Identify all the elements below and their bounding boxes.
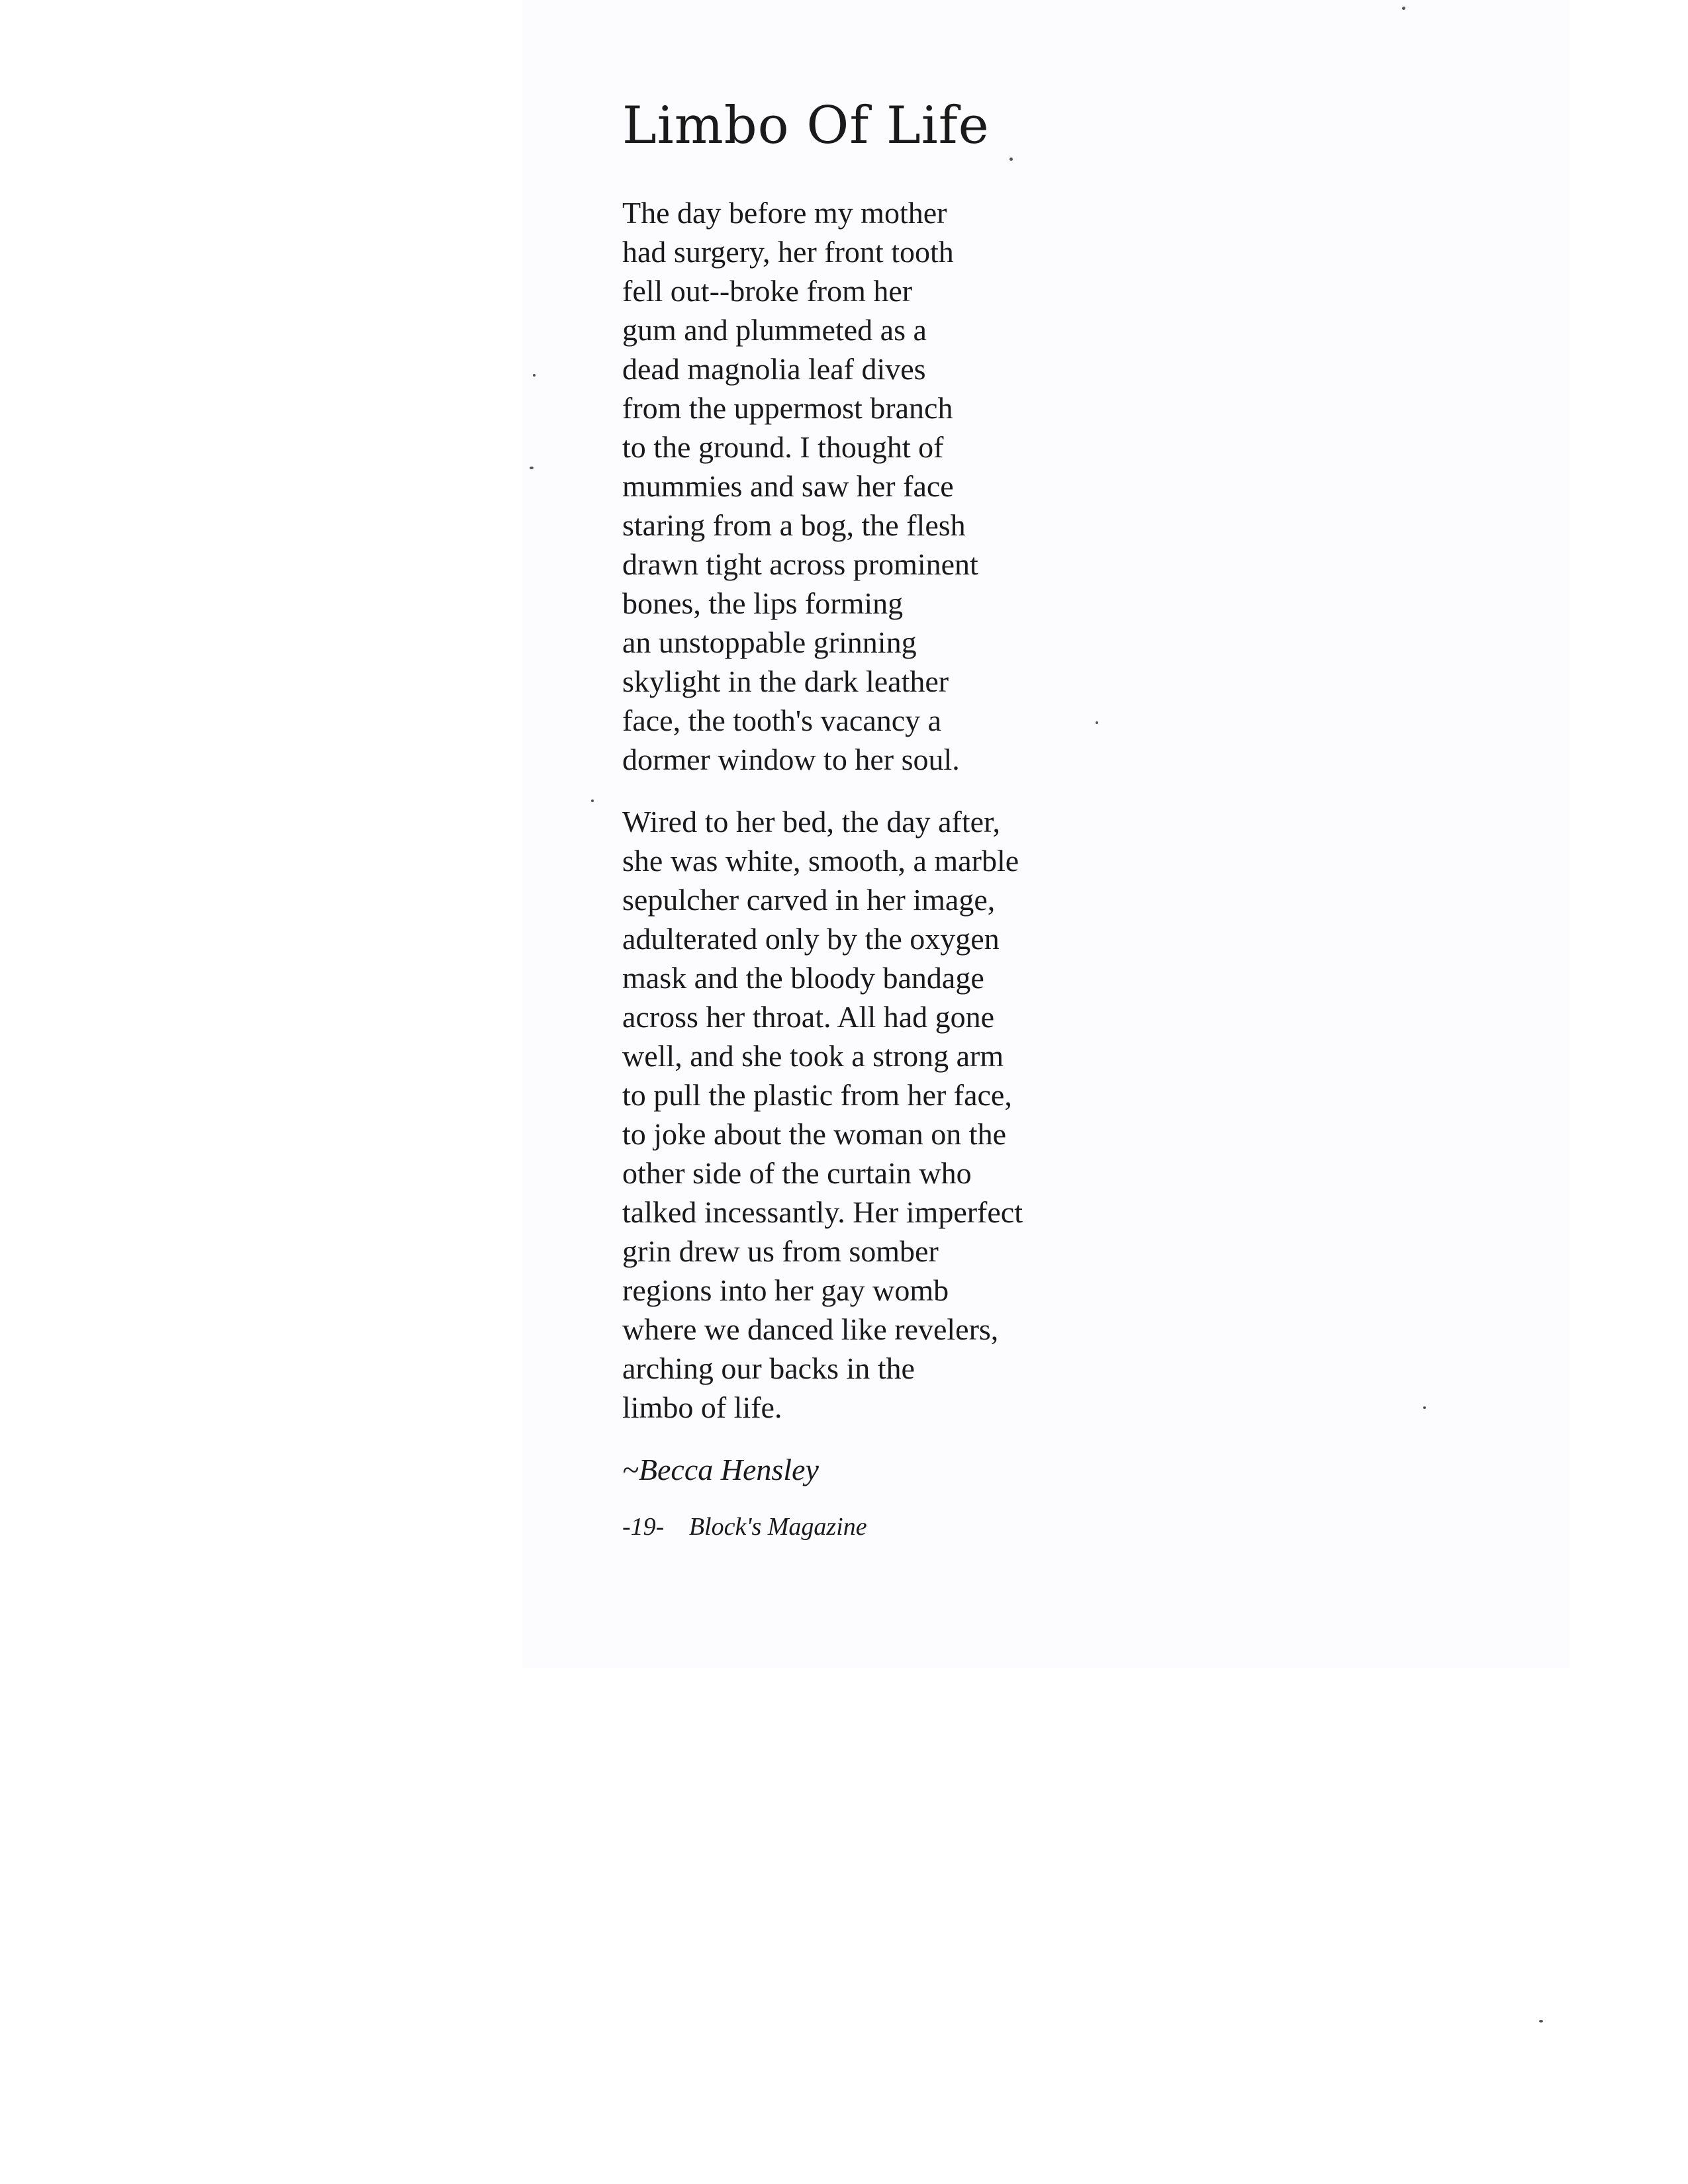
poem-line: staring from a bog, the flesh [622, 508, 966, 542]
page-number: -19- [622, 1513, 665, 1541]
poem-line: talked incessantly. Her imperfect [622, 1195, 1023, 1229]
poem-line: across her throat. All had gone [622, 1000, 995, 1034]
poem-line: well, and she took a strong arm [622, 1039, 1004, 1073]
poem-line: gum and plummeted as a [622, 313, 927, 347]
poem-line: regions into her gay womb [622, 1273, 949, 1307]
poem-line: she was white, smooth, a marble [622, 844, 1019, 878]
page-footer [622, 1510, 1483, 1543]
poem-line: Wired to her bed, the day after, [622, 805, 1001, 839]
poem-line: limbo of life. [622, 1390, 782, 1424]
poem-line: from the uppermost branch [622, 391, 953, 425]
stanza-2 [622, 802, 1483, 1427]
poem-line: sepulcher carved in her image, [622, 883, 996, 917]
stanza-1 [622, 193, 1483, 779]
poem-line: bones, the lips forming [622, 586, 904, 620]
poem-line: had surgery, her front tooth [622, 235, 954, 269]
poem-line: face, the tooth's vacancy a [622, 704, 942, 737]
scan-speck [1096, 721, 1098, 724]
poem-line: dormer window to her soul. [622, 743, 960, 776]
poem-line: drawn tight across prominent [622, 547, 978, 581]
poem-line: adulterated only by the oxygen [622, 922, 1000, 956]
scan-speck [530, 467, 534, 469]
poem-line: fell out--broke from her [622, 274, 913, 308]
poem-line: mask and the bloody bandage [622, 961, 984, 995]
poem-line: grin drew us from somber [622, 1234, 939, 1268]
scan-speck [1423, 1406, 1426, 1409]
poem-line: where we danced like revelers, [622, 1312, 999, 1346]
poem-page [622, 93, 1483, 1543]
poem-line: an unstoppable grinning [622, 625, 917, 659]
poem-line: to pull the plastic from her face, [622, 1078, 1012, 1112]
scan-speck [1009, 158, 1013, 161]
poem-title: Limbo Of Life [622, 96, 990, 156]
poem-line: to the ground. I thought of [622, 430, 944, 464]
author-signature: ~Becca Hensley [622, 1453, 819, 1486]
poem-line: other side of the curtain who [622, 1156, 972, 1190]
scan-speck [1539, 2020, 1543, 2023]
poem-line: skylight in the dark leather [622, 664, 949, 698]
poem-line: to joke about the woman on the [622, 1117, 1006, 1151]
poem-line: arching our backs in the [622, 1351, 915, 1385]
publication-name: Block's Magazine [688, 1513, 867, 1541]
poem-line: dead magnolia leaf dives [622, 352, 926, 386]
scan-speck [1402, 7, 1405, 10]
poem-line: The day before my mother [622, 196, 947, 230]
scan-speck [591, 799, 594, 802]
scan-speck [533, 374, 536, 377]
poem-line: mummies and saw her face [622, 469, 954, 503]
